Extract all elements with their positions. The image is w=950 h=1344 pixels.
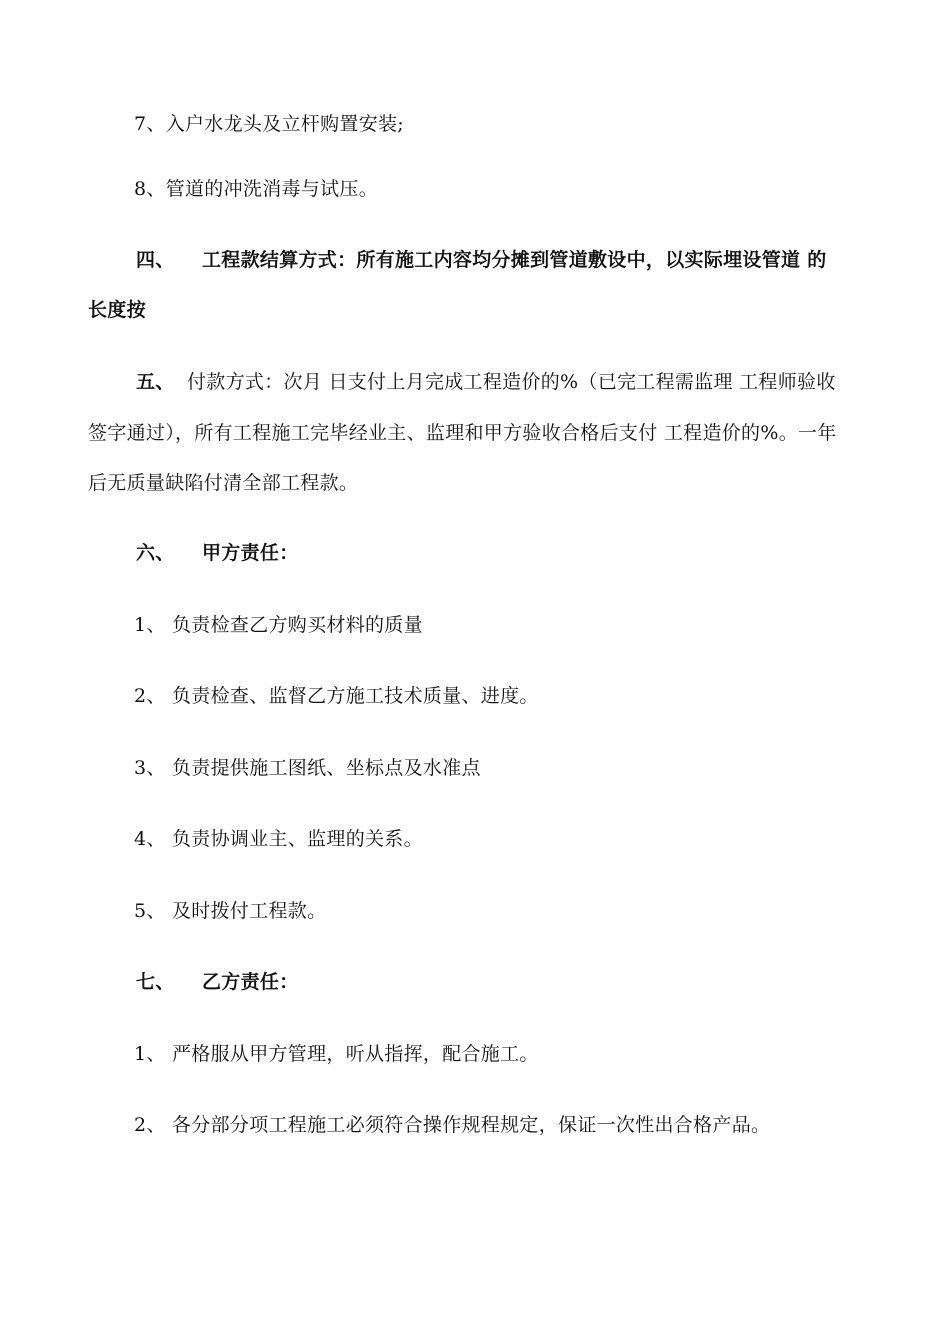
list-item — [134, 684, 539, 708]
section5-text-line1: 付款方式：次月 日支付上月完成工程造价的%（已完工程需监理 工程师验收 — [187, 371, 836, 393]
list-item-text: 负责检查、监督乙方施工技术质量、进度。 — [172, 685, 539, 707]
list-item-text: 负责提供施工图纸、坐标点及水准点 — [172, 757, 481, 779]
list-item — [134, 899, 326, 923]
section7-number: 七、 — [136, 971, 175, 993]
section4-heading-line1: 工程款结算方式：所有施工内容均分摊到管道敷设中，以实际埋设管道 的 — [202, 249, 827, 271]
list-item — [134, 827, 423, 851]
section5-text-line3: 后无质量缺陷付清全部工程款。 — [88, 472, 359, 494]
section5-number: 五、 — [136, 371, 175, 393]
list-item — [134, 756, 481, 780]
list-item-number: 1、 — [134, 1043, 166, 1065]
list-item-number: 2、 — [134, 1114, 166, 1136]
list-item-text: 及时拨付工程款。 — [172, 900, 327, 922]
list-item-text: 严格服从甲方管理，听从指挥，配合施工。 — [172, 1043, 539, 1065]
section4-number: 四、 — [136, 249, 175, 271]
list-item — [134, 1042, 539, 1066]
section5-text-line2: 签字通过），所有工程施工完毕经业主、监理和甲方验收合格后支付 工程造价的%。一年 — [88, 422, 837, 444]
section6-number: 六、 — [136, 542, 175, 564]
section4-heading-line2: 长度按 — [88, 299, 146, 321]
list-item-number: 5、 — [134, 900, 166, 922]
section6-title: 甲方责任： — [202, 542, 299, 564]
list-item-number: 4、 — [134, 828, 166, 850]
list-item-text: 负责协调业主、监理的关系。 — [172, 828, 423, 850]
list-item-8: 8、管道的冲洗消毒与试压。 — [134, 178, 378, 200]
list-item-number: 2、 — [134, 685, 166, 707]
list-item-text: 负责检查乙方购买材料的质量 — [172, 614, 423, 636]
list-item-7: 7、入户水龙头及立杆购置安装; — [134, 113, 404, 135]
list-item-number: 1、 — [134, 614, 166, 636]
list-item-text: 各分部分项工程施工必须符合操作规程规定，保证一次性出合格产品。 — [172, 1114, 771, 1136]
list-item — [134, 1113, 770, 1137]
list-item — [134, 613, 423, 637]
section7-title: 乙方责任： — [202, 971, 299, 993]
list-item-number: 3、 — [134, 757, 166, 779]
